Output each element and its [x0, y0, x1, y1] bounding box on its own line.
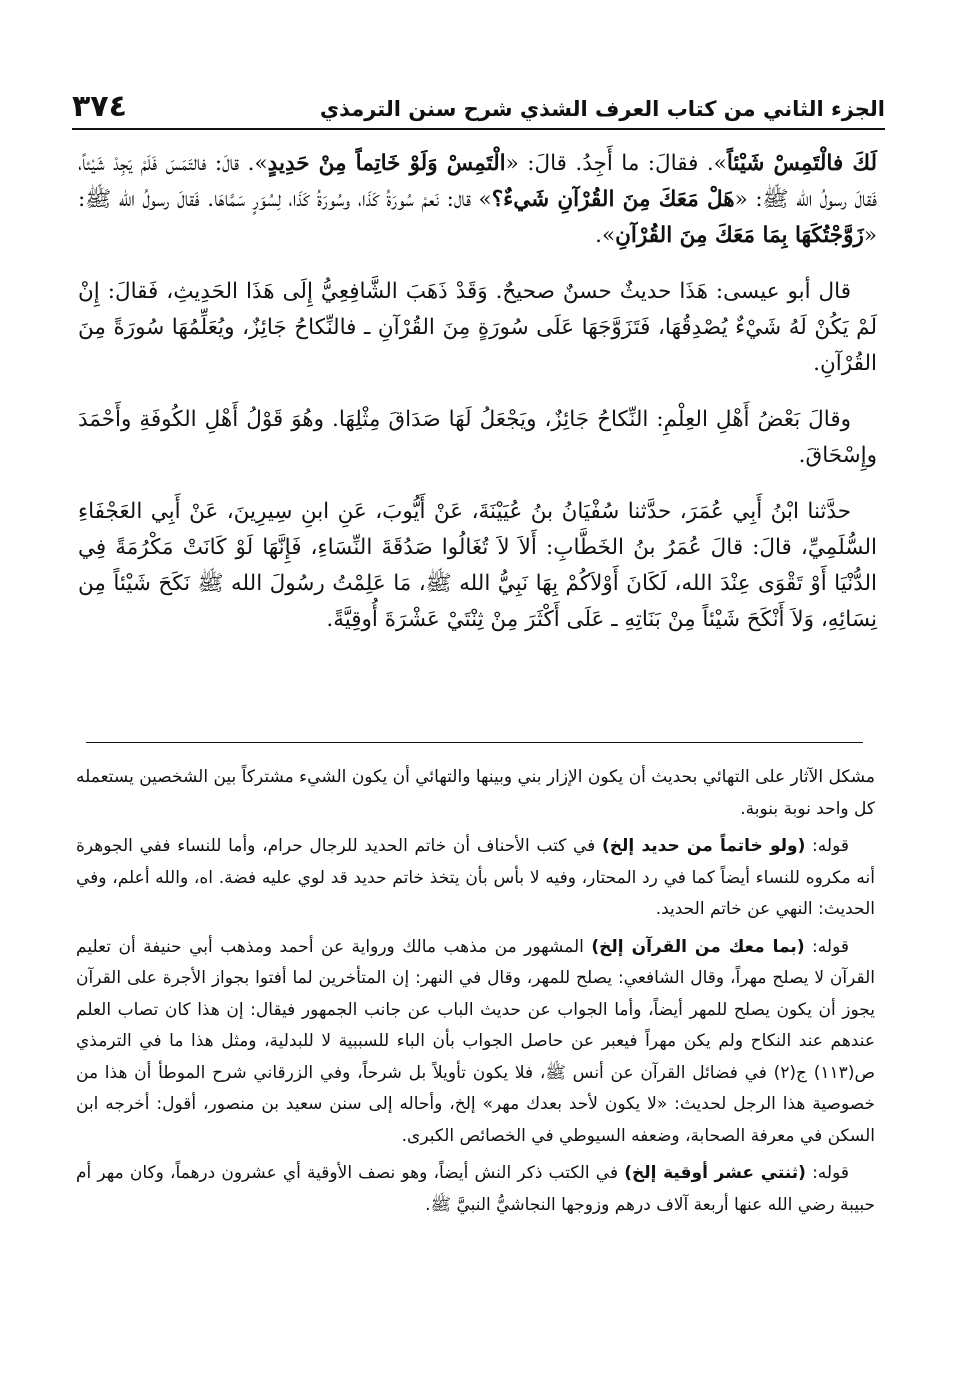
note-body: في كتب الأحناف أن خاتم الحديد للرجال حرام، وأما للنساء ففي الجوهرة أنه مكروه للنساء أيضاً كما في رد المحتار، وفيه لا بأس بأن يتخذ خاتم حديد قد لوي عليه فضة. اه، والله أعلم، وفي الحديث: النهي عن خاتم الحديد.: [76, 836, 875, 919]
page-header: [72, 80, 885, 130]
prophet-quote-2: الْتَمِسْ وَلَوْ خَاتِماً مِنْ حَدِيدٍ: [267, 151, 506, 176]
narration-text: ». قالَ: فالتَمَسَ فَلَمْ يَجِدْ شَيْئاً، فَقالَ رسولُ الله ﷺ: «: [78, 151, 878, 212]
commentary-notes: [76, 762, 875, 1227]
note-heading: (بما معك من القرآن إلخ): [591, 936, 805, 957]
hadith-paragraph-1: [78, 146, 877, 254]
hadith-paragraph-2: قال أبو عيسى: هَذَا حديثٌ حسنٌ صحيحٌ. وَقَدْ ذَهَبَ الشَّافِعِيُّ إِلَى هَذَا الحَدِيثِ، فَقالَ: إِنْ لَمْ يَكُنْ لَهُ شَيْءٌ يُصْدِقُهَا، فَتَزَوَّجَهَا عَلَى سُورَةٍ مِنَ القُرْآنِ ـ فالنِّكاحُ جَائِزٌ، ويُعَلِّمُهَا سُورَةً مِنَ القُرْآنِ.: [78, 279, 877, 376]
note-4: [76, 1158, 875, 1221]
hadith-paragraph-3: وقالَ بَعْضُ أَهْلِ العِلْمِ: النِّكاحُ جَائِزٌ، ويَجْعَلُ لَهَا صَدَاقَ مِثْلِهَا. وهُوَ قَوْلُ أَهْلِ الكُوفَةِ وأَحْمَدَ وإِسْحَاقَ.: [78, 407, 877, 468]
prophet-quote-3: هَلْ مَعَكَ مِنَ القُرْآنِ شَيءٌ؟: [491, 187, 735, 212]
hadith-paragraph-4: حدَّثنا ابْنُ أَبِي عُمَرَ، حدَّثنا سُفْيَانُ بنُ عُيَيْنَةَ، عَنْ أَيُّوبَ، عَنِ ابنِ سِيرِينَ، عَنْ أَبِي العَجْفَاءِ السُّلَمِيِّ، قالَ: قالَ عُمَرُ بنُ الخَطَّابِ: أَلاَ لاَ تُغَالُوا صَدُقَةَ النِّسَاءِ، فَإِنَّهَا لَوْ كَانَتْ مَكْرُمَةً فِي الدُّنْيَا أَوْ تَقْوَى عِنْدَ الله، لَكَانَ أَوْلاَكُمْ بِهَا نَبِيُّ الله ﷺ، مَا عَلِمْتُ رسُولَ الله ﷺ نَكَحَ شَيْئاً مِن نِسَائِهِ، وَلاَ أَنْكَحَ شَيْئاً مِنْ بَنَاتِهِ ـ عَلَى أَكْثَرَ مِنْ ثِنْتَيْ عَشْرَةَ أُوقِيَّةً.: [78, 499, 877, 632]
narration-text: » قال: نَعمْ سُورَةُ كَذَا، وسُورَةُ كَذَا، لِسُوَرٍ سَمَّاهَا. فَقالَ رسولُ الله ﷺ: «: [78, 187, 877, 248]
note-lead: قوله:: [804, 936, 849, 957]
narration-text: ». فقالَ: ما أَجِدُ. قالَ: «: [505, 151, 727, 176]
note-2: [76, 831, 875, 926]
note-lead: قوله:: [805, 836, 849, 856]
hadith-text: [78, 146, 877, 648]
note-1: مشكل الآثار على التهائي بحديث أن يكون الإزار بني وبينها والتهائي أن يكون الشيء مشتركاً بين الشخصين يستعمله كل واحد نوبة بنوبة.: [76, 767, 875, 819]
narration-text: ».: [595, 223, 616, 248]
note-heading: (ولو خاتماً من حديد إلخ): [602, 836, 806, 856]
page-number: ٣٧٤: [72, 89, 127, 124]
note-3: [76, 932, 875, 1153]
note-heading: (ثنتي عشر أوقية إلخ): [624, 1163, 806, 1183]
prophet-quote-1: لَكَ فالْتَمِسْ شَيْئاً: [726, 151, 878, 176]
note-body: في الكتب ذكر النش أيضاً، وهو نصف الأوقية أي عشرون درهماً، وكان مهر أم حبيبة رضي الله عنها أربعة آلاف درهم وزوجها النجاشيُّ النبيَّ ﷺ.: [76, 1163, 875, 1215]
running-title: الجزء الثاني من كتاب العرف الشذي شرح سنن الترمذي: [319, 97, 885, 121]
note-lead: قوله:: [805, 1163, 850, 1183]
footnote-divider: [86, 742, 863, 743]
note-body: المشهور من مذهب مالك ورواية عن أحمد ومذهب أبي حنيفة أن تعليم القرآن لا يصلح مهراً، وقال الشافعي: يصلح للمهر، وقال في النهر: إن المتأخرين لما أفتوا بجواز الأجرة على القرآن يجوز أن يكون يصلح للمهر أيضاً، وأما الجواب عن حديث الباب عن جانب الجمهور فيقال: إن هذا كان تصاب العلم عندهم عند النكاح ولم يكن مهراً فيعبر عن حاصل الجواب بأن الباء للسببية لا للبدلية، ومثل هذا ما في الترمذي ص(١١٣) ج(٢) في فضائل القرآن عن أنس ﷺ، فلا يكون تأويلاً بل شرحاً، وفي الزرقاني شرح الموطأ أن هذا من خصوصية هذا الرجل لحديث: «لا يكون لأحد بعدك مهر» إلخ، وأحاله إلى سنن سعيد بن منصور، أقول: أخرجه ابن السكن في معرفة الصحابة، وضعفه السيوطي في الخصائص الكبرى.: [76, 936, 875, 1146]
prophet-quote-4: زَوَّجْتُكَهَا بِمَا مَعَكَ مِنَ القُرْآنِ: [615, 223, 864, 248]
